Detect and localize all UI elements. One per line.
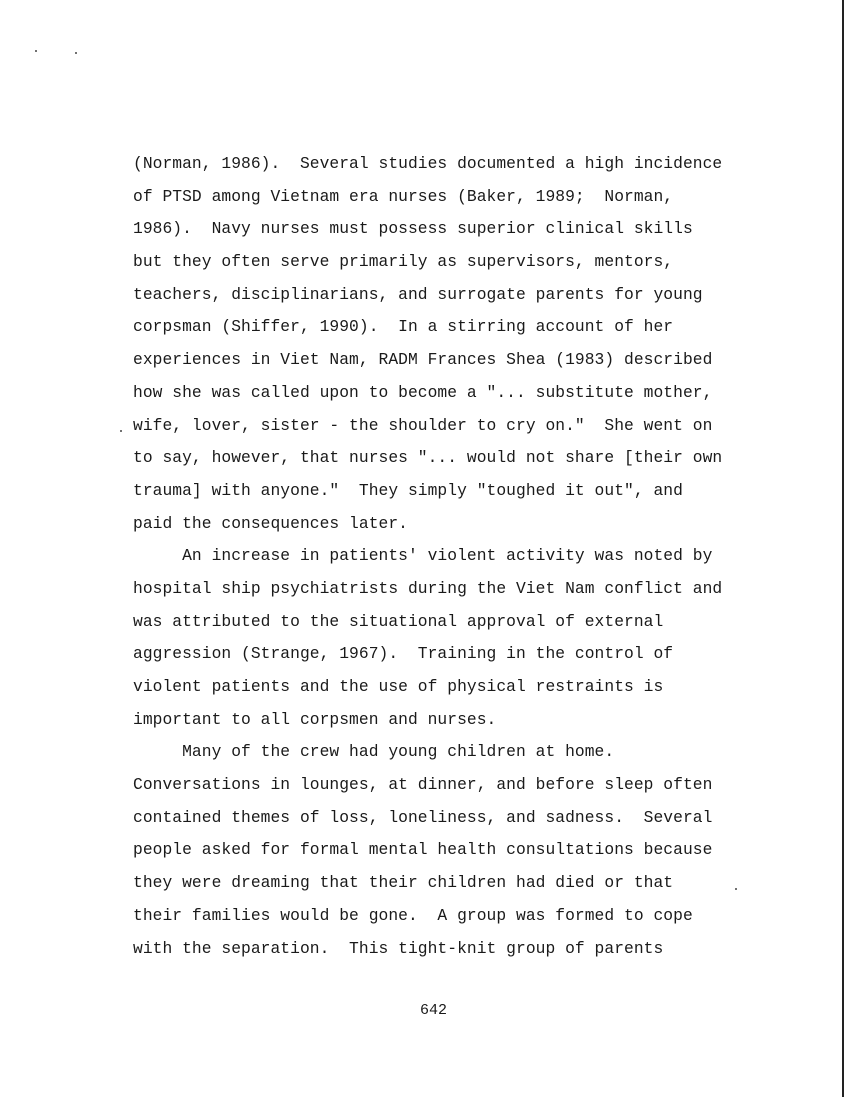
text-line: important to all corpsmen and nurses. [133, 709, 497, 729]
text-line: but they often serve primarily as supervisors, mentors, [133, 252, 674, 272]
text-line: wife, lover, sister - the shoulder to cry on." She went on [133, 415, 713, 435]
text-line: was attributed to the situational approval of external [133, 611, 664, 631]
text-line: of PTSD among Vietnam era nurses (Baker, 1989; Norman, [133, 186, 674, 206]
text-line: corpsman (Shiffer, 1990). In a stirring account of her [133, 317, 674, 337]
text-line: teachers, disciplinarians, and surrogate parents for young [133, 284, 703, 304]
text-line: with the separation. This tight-knit group of parents [133, 938, 664, 958]
text-line: Many of the crew had young children at home. [133, 742, 615, 762]
text-line: 1986). Navy nurses must possess superior clinical skills [133, 219, 693, 239]
text-line: their families would be gone. A group was formed to cope [133, 905, 693, 925]
text-line: An increase in patients' violent activity was noted by [133, 546, 713, 566]
text-line: contained themes of loss, loneliness, and sadness. Several [133, 807, 713, 827]
text-line: they were dreaming that their children had died or that [133, 873, 674, 893]
page-edge-line [842, 0, 844, 1097]
text-line: violent patients and the use of physical restraints is [133, 677, 664, 696]
scan-speck [35, 50, 37, 52]
scan-speck [120, 430, 122, 432]
text-line: paid the consequences later. [133, 513, 408, 533]
text-line: aggression (Strange, 1967). Training in the control of [133, 644, 674, 664]
document-body [133, 148, 833, 965]
scan-speck [75, 52, 77, 54]
text-line: Conversations in lounges, at dinner, and before sleep often [133, 775, 713, 795]
text-line: people asked for formal mental health consultations because [133, 840, 713, 860]
text-line: how she was called upon to become a "... substitute mother, [133, 382, 713, 402]
text-line: hospital ship psychiatrists during the Viet Nam conflict and [133, 578, 723, 598]
page-number: 642 [420, 1002, 448, 1019]
text-line: trauma] with anyone." They simply "toughed it out", and [133, 480, 683, 500]
text-line: to say, however, that nurses "... would not share [their own [133, 448, 723, 468]
text-line: (Norman, 1986). Several studies documented a high incidence [133, 154, 723, 173]
text-line: experiences in Viet Nam, RADM Frances Shea (1983) described [133, 350, 713, 370]
